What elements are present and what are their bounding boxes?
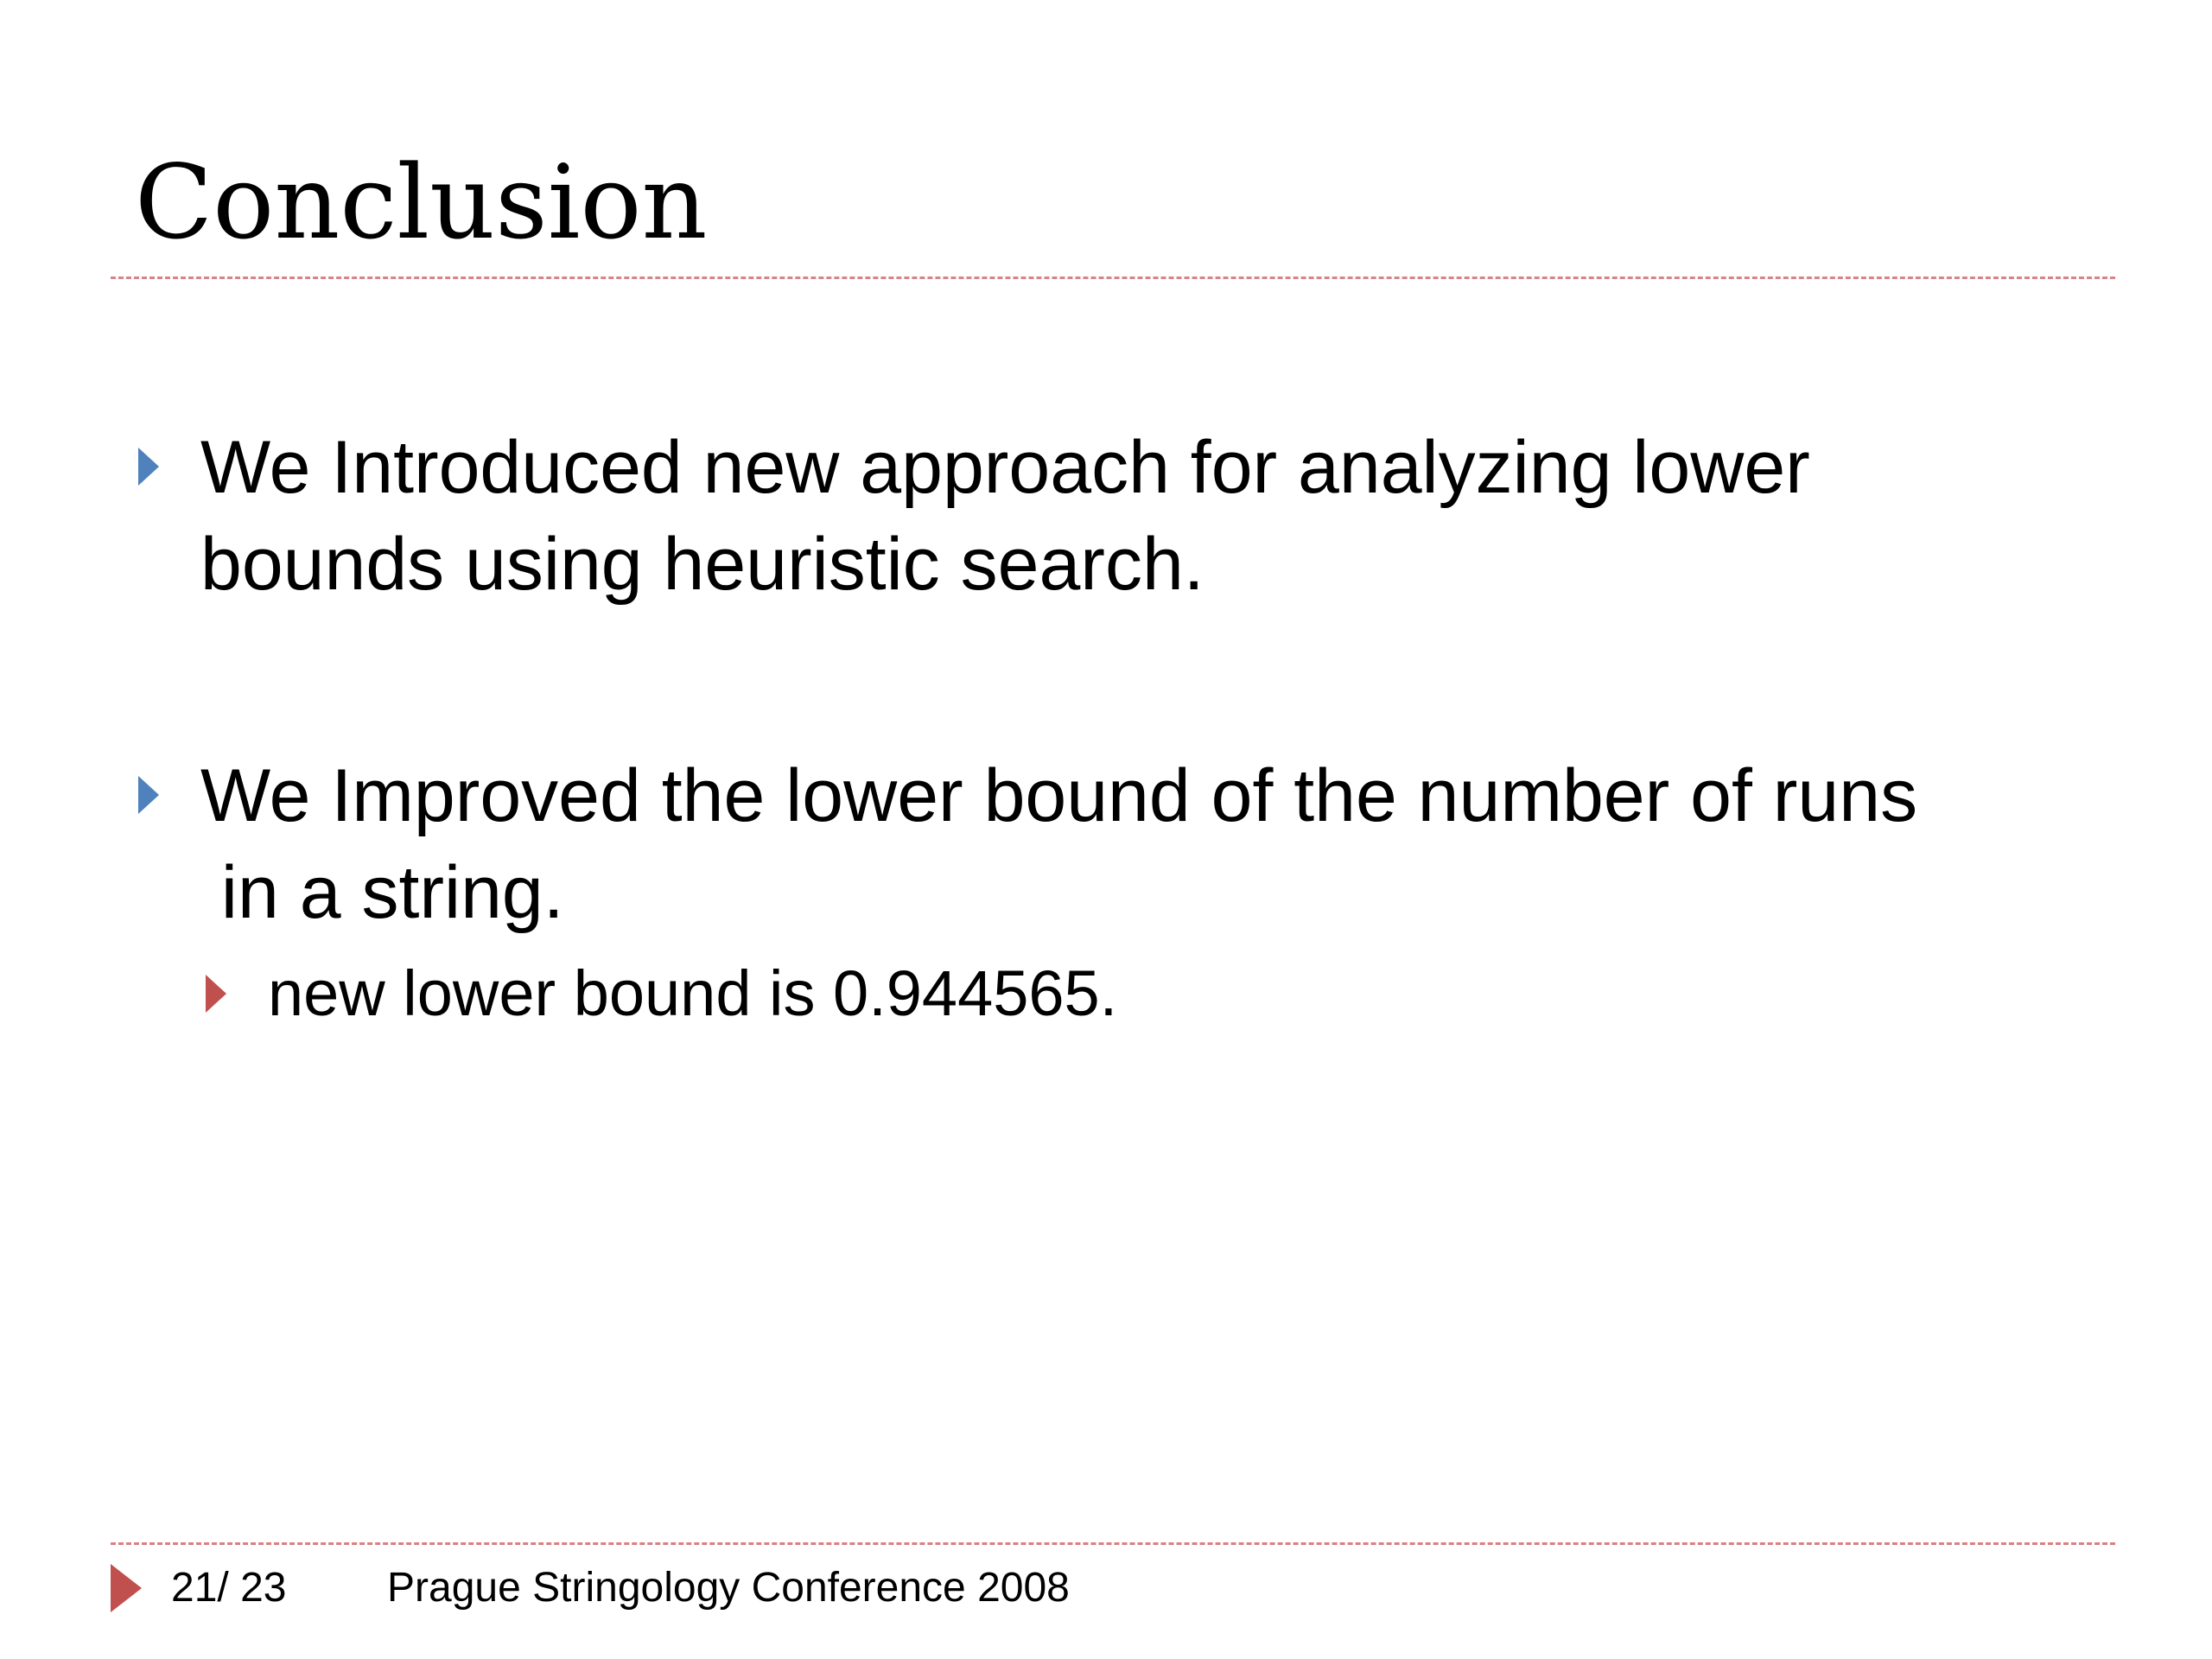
bullet-line: We Improved the lower bound of the number of runs (200, 754, 1918, 837)
slide-title: Conclusion (135, 143, 708, 262)
footer-divider (111, 1542, 2115, 1545)
conference-name: Prague Stringology Conference 2008 (387, 1565, 1070, 1611)
bullet-line: bounds using heuristic search. (200, 523, 1205, 606)
bullet-item (200, 747, 1917, 941)
footer-arrow-icon (111, 1564, 142, 1612)
bullet-arrow-icon (138, 448, 159, 486)
sub-bullet-item: new lower bound is 0.944565. (268, 957, 1118, 1029)
bullet-item (200, 419, 1810, 613)
title-divider (111, 276, 2115, 279)
bullet-line: in a string. (200, 851, 564, 934)
bullet-line: We Introduced new approach for analyzing lower (200, 426, 1810, 509)
page-number: 21/ 23 (171, 1565, 287, 1611)
sub-bullet-arrow-icon (206, 975, 226, 1013)
bullet-arrow-icon (138, 776, 159, 814)
